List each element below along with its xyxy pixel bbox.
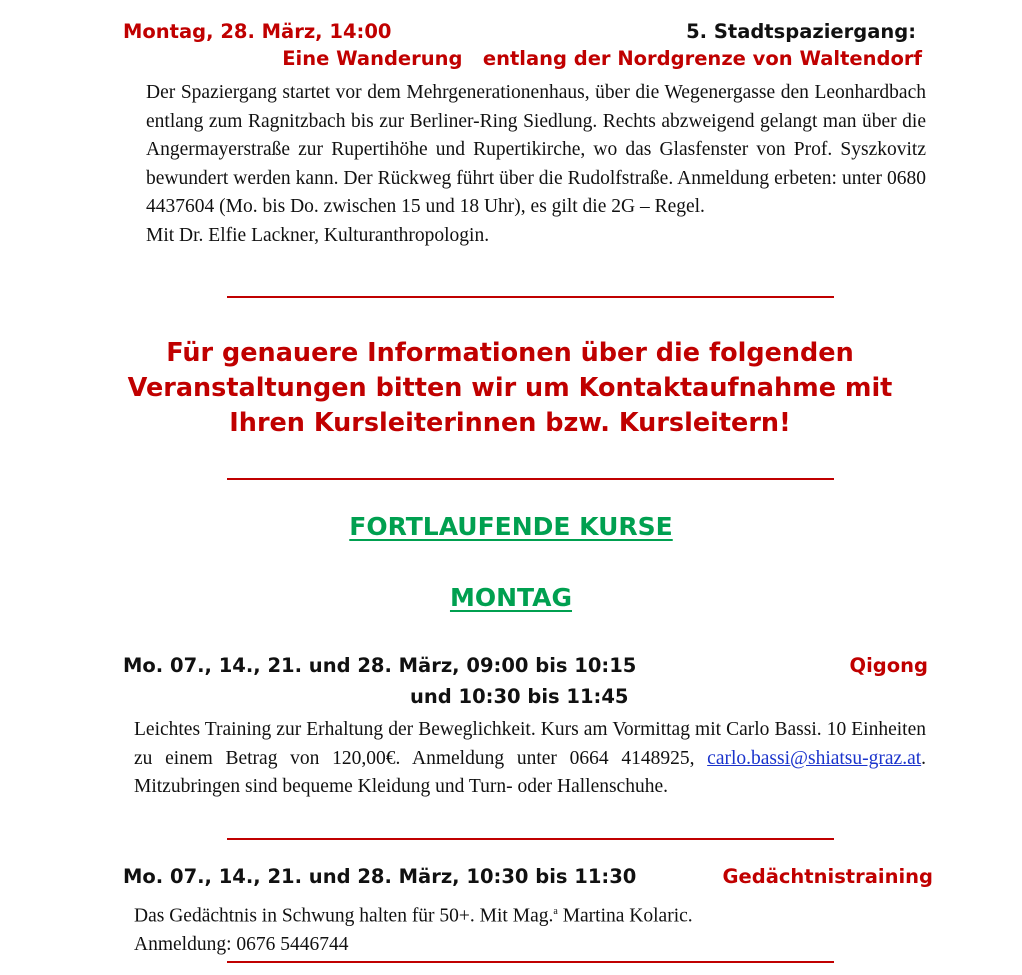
divider	[227, 838, 834, 840]
course-time-extra: und 10:30 bis 11:45	[410, 685, 629, 708]
course-description-text: Das Gedächtnis in Schwung halten für 50+. Mit Mag.	[134, 905, 554, 927]
section-title-ongoing-courses: FORTLAUFENDE KURSE	[349, 512, 673, 541]
course-date: Mo. 07., 14., 21. und 28. März, 09:00 bis 10:15	[123, 654, 637, 677]
notice-line: Für genauere Informationen über die folgenden	[166, 338, 854, 368]
course-description	[134, 898, 890, 960]
course-title: Gedächtnistraining	[722, 865, 933, 888]
notice-line: Veranstaltungen bitten wir um Kontaktaufnahme mit	[127, 373, 893, 403]
event-label: 5. Stadtspaziergang:	[686, 20, 916, 43]
section-title-monday: MONTAG	[449, 583, 573, 612]
event-description	[146, 79, 926, 250]
event-subtitle: Eine Wanderung entlang der Nordgrenze von Waltendorf	[282, 47, 922, 70]
course-description	[134, 716, 926, 802]
notice-line: Ihren Kursleiterinnen bzw. Kursleitern!	[229, 408, 791, 438]
event-description-text: Der Spaziergang startet vor dem Mehrgenerationenhaus, über die Wegenergasse den Leonhardbach entlang zum Ragnitzbach bis zur Berliner-Ring Siedlung. Rechts abzweigend gelangt man über die Angermayerstraße zur Rupertihöhe und Rupertikirche, wo das Glasfenster von Prof. Syszkovitz bewundert werden kann. Der Rückweg führt über die Rudolfstraße. Anmeldung erbeten: unter 0680 4437604 (Mo. bis Do. zwischen 15 und 18 Uhr), es gilt die 2G – Regel.	[146, 82, 926, 217]
event-leader: Mit Dr. Elfie Lackner, Kulturanthropologin.	[146, 224, 490, 246]
event-date: Montag, 28. März, 14:00	[123, 20, 392, 43]
course-description-text: Martina Kolaric.	[557, 905, 693, 927]
course-description-text: . Mitzubringen sind bequeme Kleidung und Turn- oder Hallenschuhe.	[134, 747, 927, 797]
course-date: Mo. 07., 14., 21. und 28. März, 10:30 bis 11:30	[123, 865, 637, 888]
divider	[227, 961, 834, 963]
contact-notice	[80, 336, 940, 441]
course-title: Qigong	[849, 654, 928, 677]
divider	[227, 296, 834, 298]
course-registration: Anmeldung: 0676 5446744	[134, 934, 349, 955]
course-email-link[interactable]: carlo.bassi@shiatsu-graz.at	[707, 747, 922, 769]
divider	[227, 478, 834, 480]
course-description-superscript: a	[553, 906, 558, 917]
course-description-text: Leichtes Training zur Erhaltung der Beweglichkeit. Kurs am Vormittag mit Carlo Bassi. 10 Einheiten zu einem Betrag von 120,00€. Anmeldung unter 0664 4148925,	[134, 719, 926, 769]
